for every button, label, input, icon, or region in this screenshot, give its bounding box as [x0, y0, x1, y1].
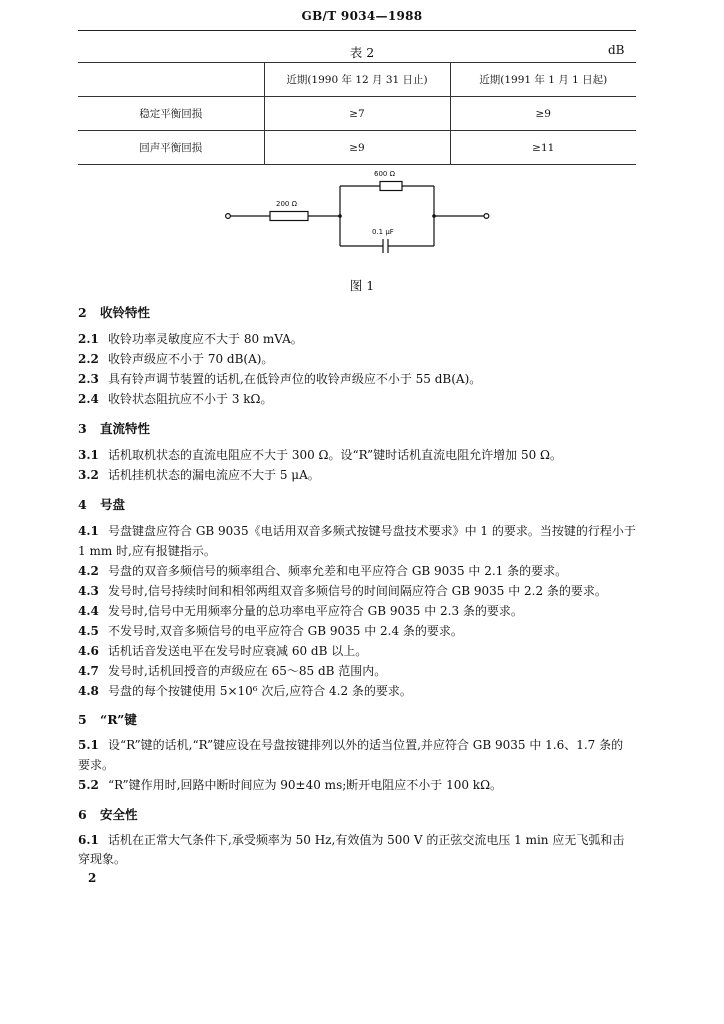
clause-continuation: 1 mm 时,应有报键指示。: [78, 544, 216, 558]
capacitor-label: 0.1 μF: [372, 228, 394, 236]
clause-number: 4.7: [78, 664, 99, 678]
clause-number: 3.2: [78, 468, 99, 482]
table-header-cell: [78, 63, 264, 97]
clause: [78, 662, 638, 681]
clause: [78, 776, 638, 795]
figure-caption: 图 1: [349, 278, 375, 293]
table-unit: dB: [608, 43, 625, 57]
table-header-cell: 近期(1991 年 1 月 1 日起): [450, 63, 636, 97]
section-number: 5: [78, 712, 87, 727]
section-heading: [78, 419, 150, 437]
clause-number: 4.3: [78, 584, 99, 598]
resistor-600-ohm: [380, 182, 402, 191]
clause-number: 2.2: [78, 352, 99, 366]
clause: [78, 582, 638, 601]
clause: [78, 522, 638, 541]
r1-label: 600 Ω: [374, 170, 395, 178]
table-row: [78, 131, 636, 165]
section-title: “R”键: [100, 712, 137, 727]
table-cell: ≥11: [450, 131, 636, 165]
clause-text: 发号时,话机回授音的声级应在 65～85 dB 范围内。: [108, 664, 387, 678]
clause-number: 2.1: [78, 332, 99, 346]
section-title: 安全性: [100, 807, 138, 822]
section-heading: [78, 303, 150, 321]
clause-text: 设“R”键的话机,“R”键应设在号盘按键排列以外的适当位置,并应符合 GB 9035 中 1.6、1.7 条的: [108, 738, 624, 752]
clause-number: 4.4: [78, 604, 99, 618]
clause: [78, 602, 638, 621]
table-header-row: [78, 63, 636, 97]
clause-number: 5.2: [78, 778, 99, 792]
table-title: 表 2: [349, 45, 375, 60]
page-header: GB/T 9034—1988: [301, 9, 423, 23]
table-row-label: 稳定平衡回损: [78, 97, 264, 131]
clause: [78, 350, 638, 369]
header-divider: [78, 30, 636, 31]
clause: [78, 446, 638, 465]
clause-number: 4.8: [78, 684, 99, 698]
clause-number: 2.3: [78, 372, 99, 386]
clause: [78, 330, 638, 349]
clause: [78, 390, 638, 409]
clause-text: 话机挂机状态的漏电流应不大于 5 μA。: [108, 468, 320, 482]
section-title: 直流特性: [100, 421, 151, 436]
clause: [78, 562, 638, 581]
table-cell: ≥7: [264, 97, 450, 131]
resistor-200-ohm: [270, 212, 308, 221]
clause-number: 3.1: [78, 448, 99, 462]
table-row: [78, 97, 636, 131]
clause: [78, 622, 638, 641]
clause: [78, 466, 638, 485]
clause-continuation: 要求。: [78, 758, 115, 772]
clause-text: 不发号时,双音多频信号的电平应符合 GB 9035 中 2.4 条的要求。: [108, 624, 463, 638]
clause-text: 发号时,信号持续时间和相邻两组双音多频信号的时间间隔应符合 GB 9035 中 2.2 条的要求。: [108, 584, 607, 598]
section-number: 2: [78, 305, 87, 320]
clause-number: 4.6: [78, 644, 99, 658]
clause: [78, 736, 638, 755]
clause-text: 话机取机状态的直流电阻应不大于 300 Ω。设“R”键时话机直流电阻允许增加 50 Ω。: [108, 448, 562, 462]
section-number: 6: [78, 807, 87, 822]
r2-label: 200 Ω: [276, 200, 297, 208]
clause: [78, 370, 638, 389]
clause: [78, 642, 638, 661]
table-cell: ≥9: [264, 131, 450, 165]
table-header-cell: 近期(1990 年 12 月 31 日止): [264, 63, 450, 97]
input-terminal: [226, 214, 231, 219]
clause-text: 收铃声级应不小于 70 dB(A)。: [108, 352, 274, 366]
table-row-label: 回声平衡回损: [78, 131, 264, 165]
section-heading: [78, 495, 125, 513]
clause-text: 号盘的每个按键使用 5×10⁶ 次后,应符合 4.2 条的要求。: [108, 684, 412, 698]
section-title: 收铃特性: [100, 305, 151, 320]
clause-text: 号盘键盘应符合 GB 9035《电话用双音多频式按键号盘技术要求》中 1 的要求。当按键的行程小于: [108, 524, 636, 538]
clause-number: 4.5: [78, 624, 99, 638]
section-heading: [78, 710, 137, 728]
clause-number: 5.1: [78, 738, 99, 752]
section-heading: [78, 805, 138, 823]
junction-node: [338, 214, 342, 218]
section-number: 4: [78, 497, 87, 512]
section-title: 号盘: [100, 497, 126, 512]
clause-text: 收铃状态阻抗应不小于 3 kΩ。: [108, 392, 273, 406]
clause-text: 话机话音发送电平在发号时应衰减 60 dB 以上。: [108, 644, 368, 658]
clause: [78, 831, 638, 850]
junction-node: [432, 214, 436, 218]
clause-number: 4.2: [78, 564, 99, 578]
table-cell: ≥9: [450, 97, 636, 131]
section-number: 3: [78, 421, 87, 436]
clause-text: 收铃功率灵敏度应不大于 80 mVA。: [108, 332, 303, 346]
clause-text: 发号时,信号中无用频率分量的总功率电平应符合 GB 9035 中 2.3 条的要求。: [108, 604, 523, 618]
clause-text: 话机在正常大气条件下,承受频率为 50 Hz,有效值为 500 V 的正弦交流电压 1 min 应无飞弧和击: [108, 833, 625, 847]
clause-continuation: 穿现象。: [78, 852, 127, 866]
clause-text: 具有铃声调节装置的话机,在低铃声位的收铃声级应不小于 55 dB(A)。: [108, 372, 482, 386]
circuit-diagram: [222, 168, 502, 264]
page-number: 2: [88, 871, 97, 885]
clause-text: 号盘的双音多频信号的频率组合、频率允差和电平应符合 GB 9035 中 2.1 条的要求。: [108, 564, 568, 578]
clause-number: 4.1: [78, 524, 99, 538]
output-terminal: [484, 214, 489, 219]
clause-text: “R”键作用时,回路中断时间应为 90±40 ms;断开电阻应不小于 100 kΩ。: [108, 778, 503, 792]
clause-number: 6.1: [78, 833, 99, 847]
balance-return-loss-table: [78, 62, 636, 165]
clause: [78, 682, 638, 701]
clause-number: 2.4: [78, 392, 99, 406]
